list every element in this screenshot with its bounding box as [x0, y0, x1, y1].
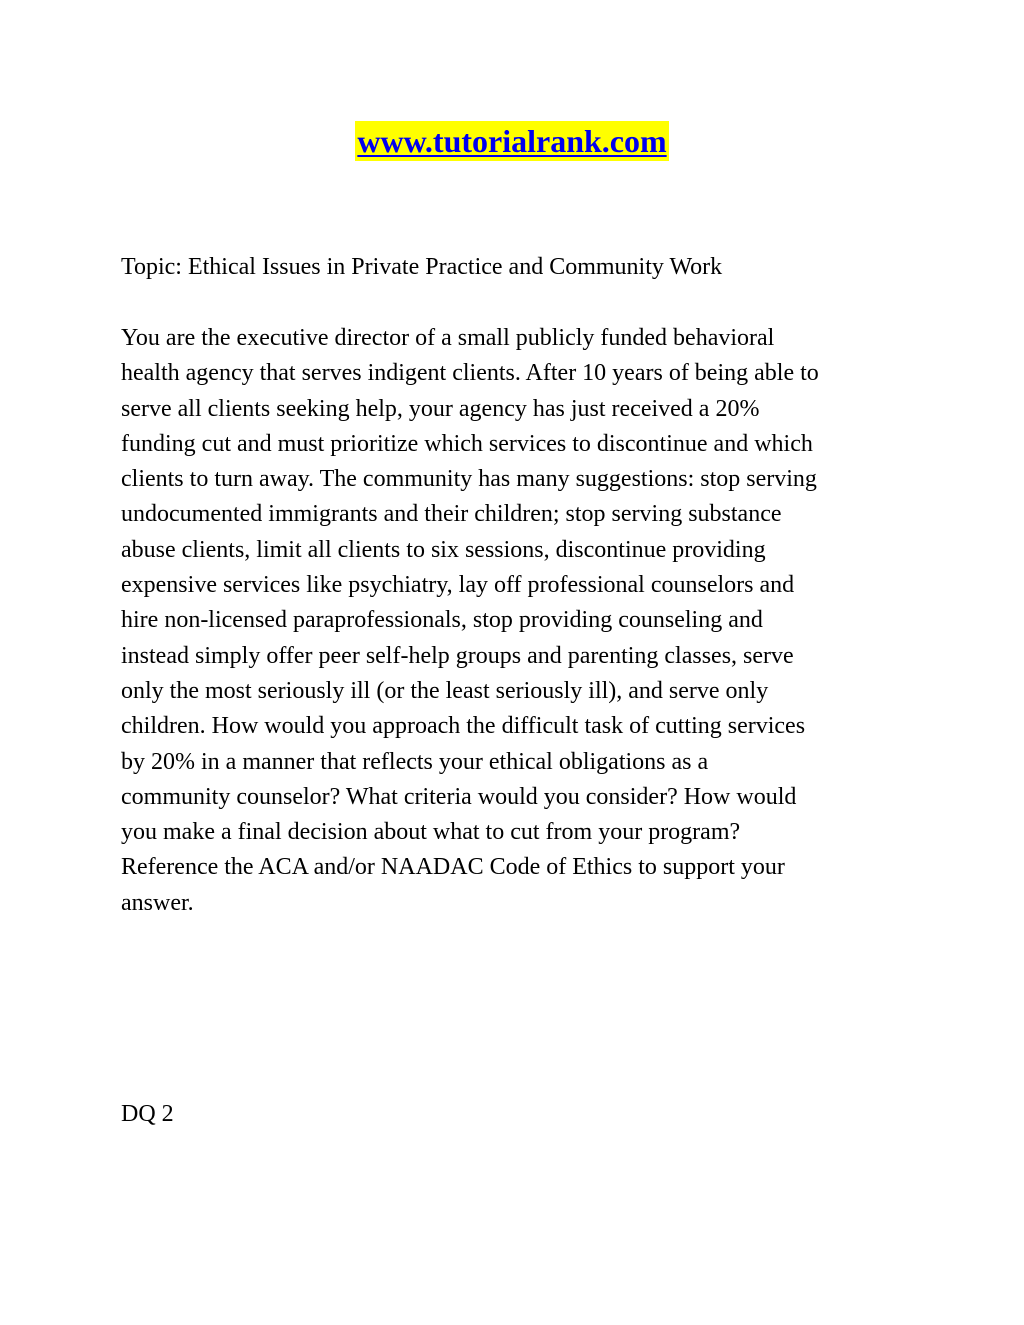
- paragraph-line: funding cut and must prioritize which services to discontinue and which: [121, 430, 813, 457]
- paragraph-line: only the most seriously ill (or the least seriously ill), and serve only: [121, 677, 769, 704]
- paragraph-line: expensive services like psychiatry, lay off professional counselors and: [121, 572, 795, 599]
- paragraph-line: children. How would you approach the difficult task of cutting services: [121, 713, 806, 740]
- paragraph-line: you make a final decision about what to cut from your program?: [121, 819, 741, 846]
- paragraph-line: You are the executive director of a small publicly funded behavioral: [121, 325, 775, 351]
- paragraph-line: Reference the ACA and/or NAADAC Code of Ethics to support your: [121, 854, 785, 881]
- paragraph-line: serve all clients seeking help, your agency has just received a 20%: [121, 395, 760, 422]
- paragraph-line: instead simply offer peer self-help groups and parenting classes, serve: [121, 642, 794, 669]
- paragraph-line: health agency that serves indigent clients. After 10 years of being able to: [121, 360, 819, 387]
- question-paragraph: [121, 321, 921, 921]
- paragraph-line: abuse clients, limit all clients to six sessions, discontinue providing: [121, 536, 766, 563]
- paragraph-line: answer.: [121, 889, 194, 916]
- paragraph-line: community counselor? What criteria would you consider? How would: [121, 783, 797, 810]
- site-link-container: [0, 121, 1024, 161]
- dq-heading: DQ 2: [121, 1101, 174, 1127]
- paragraph-line: hire non-licensed paraprofessionals, stop providing counseling and: [121, 607, 763, 634]
- site-link[interactable]: www.tutorialrank.com: [357, 123, 667, 159]
- paragraph-line: undocumented immigrants and their children; stop serving substance: [121, 501, 782, 528]
- paragraph-line: by 20% in a manner that reflects your ethical obligations as a: [121, 748, 709, 775]
- paragraph-line: clients to turn away. The community has many suggestions: stop serving: [121, 466, 817, 493]
- topic-heading: Topic: Ethical Issues in Private Practice and Community Work: [121, 254, 723, 280]
